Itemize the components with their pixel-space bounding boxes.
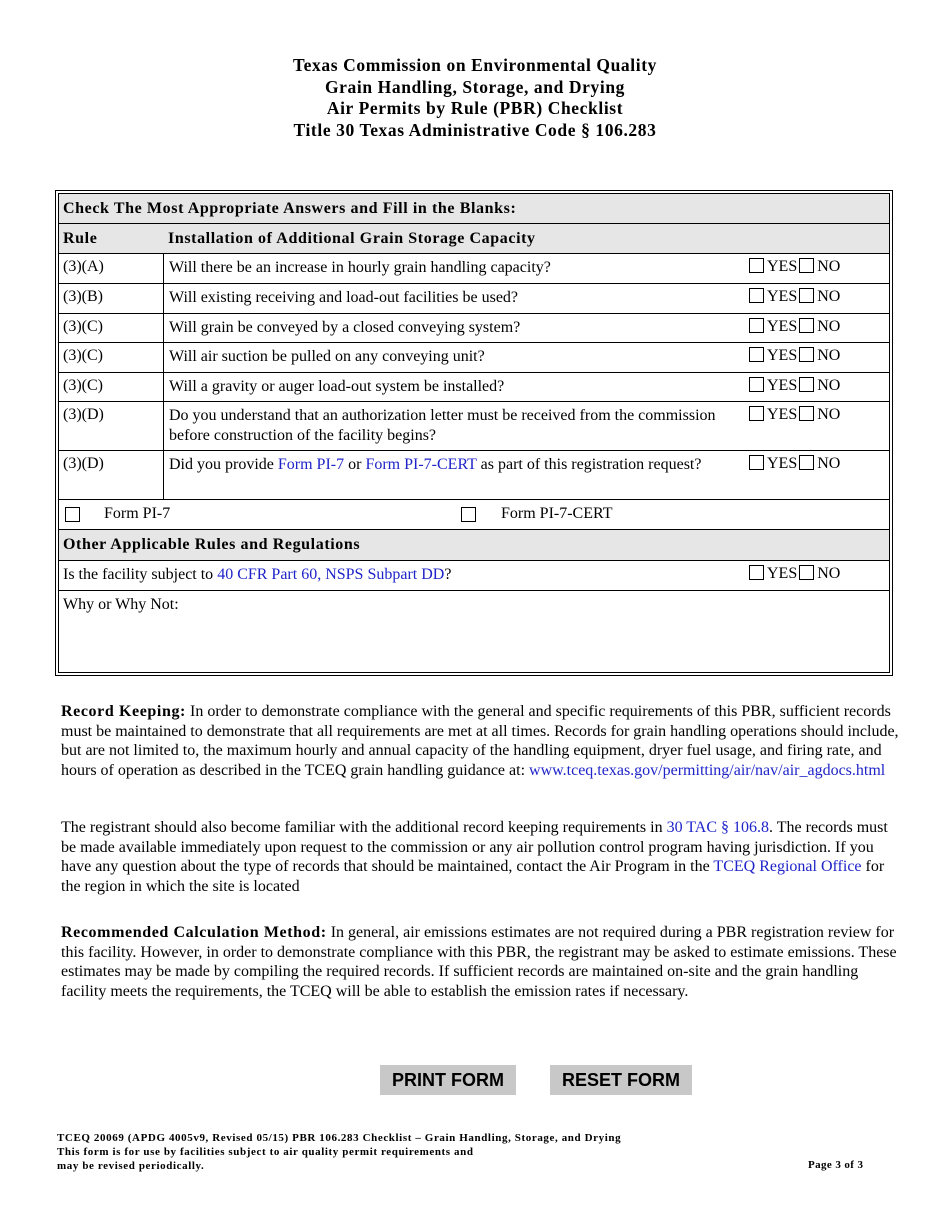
- no-checkbox[interactable]: [799, 347, 814, 362]
- yes-no-group: [749, 343, 889, 372]
- nsps-question-part: ?: [444, 566, 452, 583]
- rule-cell: (3)(C): [59, 343, 164, 372]
- no-label: NO: [817, 455, 841, 472]
- no-checkbox[interactable]: [799, 565, 814, 580]
- no-label: NO: [817, 288, 841, 305]
- nsps-subpart-dd-link[interactable]: 40 CFR Part 60, NSPS Subpart DD: [217, 566, 445, 583]
- calculation-heading: Recommended Calculation Method:: [61, 924, 327, 941]
- question-text-part: or: [344, 456, 366, 473]
- rule-cell: (3)(A): [59, 254, 164, 283]
- calculation-text: In general, air emissions estimates are not required during a PBR registration review for this facility. However, in order to demonstrate compliance with this PBR, the registrant may be asked to estimate emissions. These estimates may be made by compiling the required records. If sufficient records are maintained on-site and the grain handling facility meets the requirements, the TCEQ will be able to establish the emission rates if necessary.: [61, 924, 897, 1000]
- registrant-text: for the region in which the site is located: [61, 858, 885, 895]
- no-label: NO: [817, 347, 841, 364]
- yes-no-group: [749, 373, 889, 401]
- record-keeping-text: In order to demonstrate compliance with the general and specific requirements of this PBR, sufficient records must be maintained to demonstrate that all requirements are met at all times. Records for grain handling operations should include, but are not limited to, the maximum hourly and annual capacity of the handling equipment, dryer fuel usage, and firing rate, and hours of operation as described in the TCEQ grain handling guidance at:: [61, 703, 899, 779]
- why-label: Why or Why Not:: [63, 596, 179, 613]
- no-label: NO: [817, 318, 841, 335]
- yes-checkbox[interactable]: [749, 406, 764, 421]
- reset-form-button[interactable]: RESET FORM: [550, 1065, 692, 1095]
- registrant-text: The registrant should also become familiar with the additional record keeping requirements in: [61, 819, 667, 836]
- yes-checkbox[interactable]: [749, 258, 764, 273]
- rule-column-header: Rule: [63, 230, 98, 247]
- form-pi7-cert-checkbox[interactable]: [461, 507, 476, 522]
- question-row: [59, 373, 889, 402]
- rule-cell: (3)(C): [59, 314, 164, 342]
- yes-label: YES: [767, 455, 798, 472]
- no-label: NO: [817, 565, 841, 582]
- yes-checkbox[interactable]: [749, 318, 764, 333]
- code-reference: Title 30 Texas Administrative Code § 106.283: [293, 119, 657, 140]
- yes-no-group: [749, 402, 889, 450]
- form-pi7-cert-link[interactable]: Form PI-7-CERT: [365, 456, 477, 473]
- yes-label: YES: [767, 565, 798, 582]
- footer-note: may be revised periodically.: [57, 1160, 205, 1172]
- yes-checkbox[interactable]: [749, 347, 764, 362]
- question-text-part: Did you provide: [169, 456, 278, 473]
- nsps-question: [63, 566, 451, 584]
- question-row: [59, 343, 889, 373]
- no-label: NO: [817, 258, 841, 275]
- no-checkbox[interactable]: [799, 406, 814, 421]
- other-rules-title: Other Applicable Rules and Regulations: [63, 536, 361, 553]
- yes-checkbox[interactable]: [749, 565, 764, 580]
- question-text: Will existing receiving and load-out facilities be used?: [169, 289, 519, 306]
- yes-checkbox[interactable]: [749, 377, 764, 392]
- question-text: [164, 451, 746, 499]
- section-header-row: [59, 224, 889, 254]
- form-pi7-cert-label: Form PI-7-CERT: [501, 505, 613, 522]
- rule-cell: (3)(D): [59, 451, 164, 499]
- section-title: Installation of Additional Grain Storage Capacity: [168, 230, 536, 247]
- form-subject: Grain Handling, Storage, and Drying: [324, 76, 626, 97]
- question-row: [59, 254, 889, 284]
- footer-form-id: TCEQ 20069 (APDG 4005v9, Revised 05/15) PBR 106.283 Checklist – Grain Handling, Storage, and Drying: [57, 1132, 622, 1144]
- question-row: [59, 284, 889, 314]
- attachment-row: [59, 500, 889, 530]
- form-pi7-link[interactable]: Form PI-7: [277, 456, 345, 473]
- question-text: Do you understand that an authorization letter must be received from the commission before construction of the facility begins?: [169, 407, 716, 444]
- document-title: [0, 55, 950, 141]
- yes-checkbox[interactable]: [749, 455, 764, 470]
- yes-no-group: [749, 451, 889, 499]
- checklist-table: [55, 190, 893, 676]
- other-rules-header-row: [59, 530, 889, 561]
- why-row[interactable]: [59, 591, 889, 674]
- yes-label: YES: [767, 288, 798, 305]
- yes-label: YES: [767, 318, 798, 335]
- no-checkbox[interactable]: [799, 258, 814, 273]
- yes-label: YES: [767, 347, 798, 364]
- record-keeping-heading: Record Keeping:: [61, 703, 186, 720]
- rule-cell: (3)(C): [59, 373, 164, 401]
- question-row: [59, 451, 889, 500]
- instructions-text: Check The Most Appropriate Answers and Fill in the Blanks:: [63, 200, 517, 217]
- question-text-part: as part of this registration request?: [476, 456, 702, 473]
- regional-office-link[interactable]: TCEQ Regional Office: [713, 858, 862, 875]
- footer-note: This form is for use by facilities subject to air quality permit requirements and: [57, 1146, 474, 1158]
- nsps-row: [59, 561, 889, 591]
- no-checkbox[interactable]: [799, 377, 814, 392]
- no-label: NO: [817, 377, 841, 394]
- instructions-row: [59, 194, 889, 224]
- question-text: Will there be an increase in hourly grain handling capacity?: [169, 259, 551, 276]
- calculation-paragraph: [61, 923, 901, 1001]
- nsps-question-part: Is the facility subject to: [63, 566, 218, 583]
- yes-checkbox[interactable]: [749, 288, 764, 303]
- yes-no-group: [749, 561, 889, 590]
- question-text: Will air suction be pulled on any conveying unit?: [169, 348, 485, 365]
- question-text: Will a gravity or auger load-out system be installed?: [169, 378, 505, 395]
- no-checkbox[interactable]: [799, 455, 814, 470]
- form-pi7-label: Form PI-7: [104, 505, 171, 522]
- tac-106-8-link[interactable]: 30 TAC § 106.8: [666, 819, 770, 836]
- page-number: Page 3 of 3: [808, 1159, 864, 1171]
- yes-no-group: [749, 314, 889, 342]
- record-keeping-paragraph: [61, 702, 901, 780]
- registrant-paragraph: [61, 818, 901, 896]
- question-row: [59, 402, 889, 451]
- no-label: NO: [817, 406, 841, 423]
- yes-label: YES: [767, 258, 798, 275]
- agency-name: Texas Commission on Environmental Quality: [293, 55, 657, 75]
- no-checkbox[interactable]: [799, 318, 814, 333]
- print-form-button[interactable]: PRINT FORM: [380, 1065, 516, 1095]
- question-text: Will grain be conveyed by a closed conveying system?: [169, 319, 521, 336]
- form-type: Air Permits by Rule (PBR) Checklist: [326, 98, 624, 118]
- no-checkbox[interactable]: [799, 288, 814, 303]
- yes-label: YES: [767, 406, 798, 423]
- rule-cell: (3)(B): [59, 284, 164, 313]
- registrant-text: . The records must be made available immediately upon request to the commission or any air pollution control program having jurisdiction. If you have any question about the type of records that should be maintained, contact the Air Program in the: [61, 819, 888, 875]
- form-pi7-checkbox[interactable]: [65, 507, 80, 522]
- question-row: [59, 314, 889, 343]
- yes-no-group: [749, 284, 889, 313]
- grain-guidance-link[interactable]: www.tceq.texas.gov/permitting/air/nav/air_agdocs.html: [529, 761, 886, 779]
- footer: [57, 1131, 621, 1173]
- rule-cell: (3)(D): [59, 402, 164, 450]
- yes-label: YES: [767, 377, 798, 394]
- yes-no-group: [749, 254, 889, 283]
